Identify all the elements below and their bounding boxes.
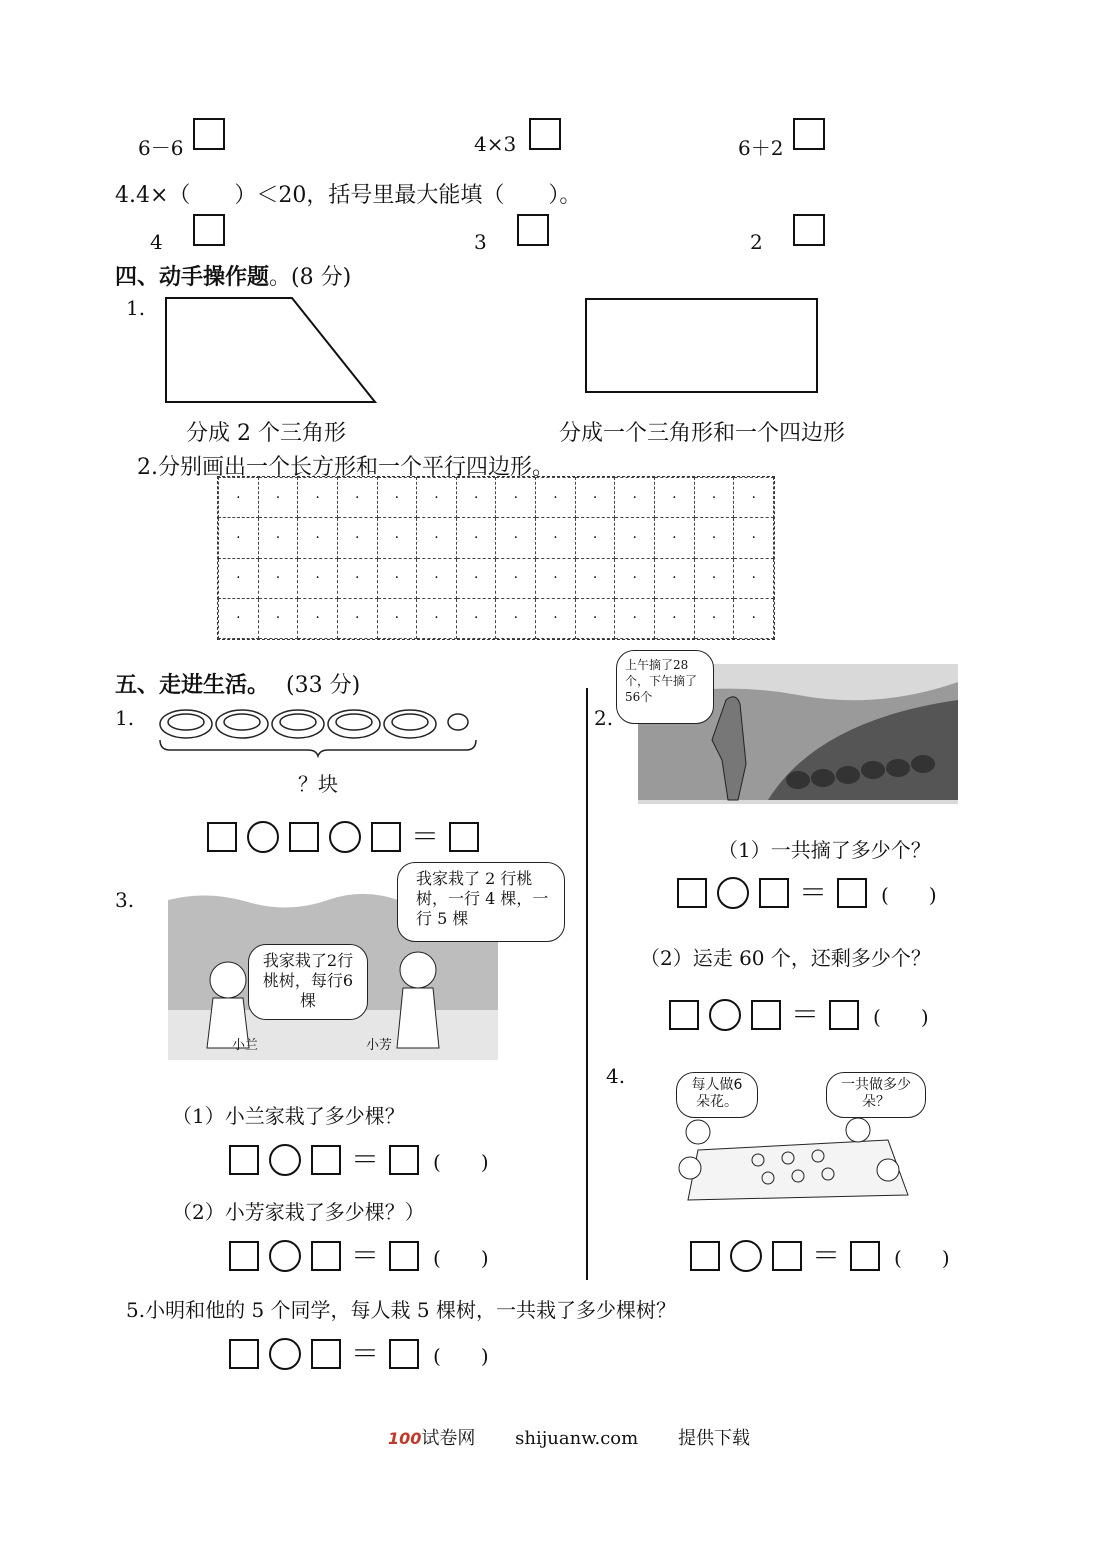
dot-grid-cell[interactable]: ·	[655, 478, 695, 518]
dot-grid-cell[interactable]: ·	[536, 598, 576, 638]
equals-sign: ＝	[812, 1239, 841, 1272]
answer-box[interactable]	[837, 878, 867, 908]
equation-s5-q3-2	[229, 1240, 489, 1272]
s5-q3-bubble-right: 我家栽了 2 行桃树，一行 4 棵，一行 5 棵	[397, 862, 565, 942]
s5-q4-bubble-right: 一共做多少朵？	[826, 1072, 926, 1118]
answer-box[interactable]	[759, 878, 789, 908]
dot-grid-cell[interactable]: ·	[258, 558, 298, 598]
answer-box[interactable]	[389, 1241, 419, 1271]
dot-grid-cell[interactable]: ·	[298, 598, 338, 638]
dot-grid-cell[interactable]: ·	[456, 558, 496, 598]
dot-grid-cell[interactable]: ·	[258, 518, 298, 558]
operator-circle[interactable]	[269, 1144, 301, 1176]
dot-grid-cell[interactable]: ·	[655, 558, 695, 598]
s5-q2-speech-bubble: 上午摘了28个，下午摘了56个	[616, 650, 714, 724]
dot-grid-cell[interactable]: ·	[694, 478, 734, 518]
dot-grid-cell[interactable]: ·	[734, 598, 774, 638]
footer-tail: 提供下载	[677, 1428, 750, 1449]
rectangle-shape[interactable]	[585, 298, 818, 393]
s4-q2-text: 2.分别画出一个长方形和一个平行四边形。	[137, 455, 554, 480]
answer-box[interactable]	[229, 1339, 259, 1369]
dot-grid-row	[219, 478, 774, 518]
equals-sign: ＝	[351, 1337, 380, 1370]
operator-circle[interactable]	[730, 1240, 762, 1272]
s5-q3-sub1: （1）小兰家栽了多少棵？	[172, 1104, 405, 1128]
equals-sign: ＝	[791, 998, 820, 1031]
dot-grid-cell[interactable]: ·	[575, 598, 615, 638]
answer-box[interactable]	[690, 1241, 720, 1271]
operator-circle[interactable]	[717, 877, 749, 909]
answer-box[interactable]	[751, 1000, 781, 1030]
dot-grid-cell[interactable]: ·	[377, 558, 417, 598]
answer-box[interactable]	[829, 1000, 859, 1030]
dot-grid-cell[interactable]: ·	[496, 478, 536, 518]
s4-q1-caption-left: 分成 2 个三角形	[186, 421, 346, 446]
dot-grid-cell[interactable]: ·	[615, 558, 655, 598]
answer-box[interactable]	[311, 1339, 341, 1369]
dot-grid-cell[interactable]: ·	[694, 558, 734, 598]
answer-box[interactable]	[772, 1241, 802, 1271]
section-5-title: 五、走进生活。	[115, 673, 270, 698]
s4-q1-caption-right: 分成一个三角形和一个四边形	[559, 421, 846, 446]
question-4: 4.4×（ ）＜20，括号里最大能填（ ）。	[115, 183, 582, 208]
unit-paren[interactable]: ( )	[894, 1245, 950, 1270]
dot-grid-cell[interactable]: ·	[456, 598, 496, 638]
dot-grid-cell[interactable]: ·	[575, 558, 615, 598]
answer-box[interactable]	[207, 822, 237, 852]
answer-box[interactable]	[389, 1145, 419, 1175]
dot-grid[interactable]	[217, 476, 775, 640]
footer	[388, 1424, 750, 1450]
equation-s5-q4	[690, 1240, 950, 1272]
equals-sign: ＝	[411, 820, 440, 853]
dot-grid-row	[219, 598, 774, 638]
dot-grid-cell[interactable]: ·	[298, 558, 338, 598]
dot-grid-cell[interactable]: ·	[337, 518, 377, 558]
answer-box[interactable]	[193, 118, 225, 150]
answer-box[interactable]	[229, 1145, 259, 1175]
dot-grid-cell[interactable]: ·	[456, 478, 496, 518]
unit-paren[interactable]: ( )	[873, 1004, 929, 1029]
s5-q3-bubble-left: 我家栽了2行桃树，每行6棵	[248, 944, 368, 1020]
dot-grid-cell[interactable]: ·	[258, 478, 298, 518]
s5-q2-sub1: （1）一共摘了多少个？	[718, 838, 931, 862]
footer-url[interactable]: shijuanw.com	[515, 1428, 639, 1449]
answer-box[interactable]	[529, 118, 561, 150]
section-4-title: 四、动手操作题	[115, 265, 270, 290]
operator-circle[interactable]	[709, 999, 741, 1031]
expr-6-6: 6－6	[138, 136, 184, 160]
answer-box[interactable]	[669, 1000, 699, 1030]
s5-q4-bubble-left: 每人做6朵花。	[676, 1072, 758, 1118]
dot-grid-row	[219, 558, 774, 598]
dot-grid-cell[interactable]: ·	[337, 478, 377, 518]
unit-paren[interactable]: ( )	[433, 1343, 489, 1368]
expr-6+2: 6＋2	[738, 136, 784, 160]
biscuit-plates-image	[158, 706, 478, 758]
dot-grid-cell[interactable]: ·	[258, 598, 298, 638]
dot-grid-cell[interactable]: ·	[496, 518, 536, 558]
answer-box[interactable]	[793, 118, 825, 150]
option-box[interactable]	[193, 214, 225, 246]
dot-grid-cell[interactable]: ·	[694, 598, 734, 638]
equation-s5-q5	[229, 1338, 489, 1370]
unit-paren[interactable]: ( )	[881, 882, 937, 907]
s5-q3-sub2: （2）小芳家栽了多少棵？）	[172, 1200, 425, 1224]
dot-grid-cell[interactable]: ·	[496, 598, 536, 638]
operator-circle[interactable]	[269, 1338, 301, 1370]
name-right: 小芳	[366, 1038, 393, 1053]
option-3: 3	[474, 230, 487, 254]
answer-box[interactable]	[449, 822, 479, 852]
section-5-heading	[115, 668, 360, 699]
dot-grid-cell[interactable]: ·	[417, 598, 457, 638]
dot-grid-cell[interactable]: ·	[337, 598, 377, 638]
operator-circle[interactable]	[329, 821, 361, 853]
dot-grid-cell[interactable]: ·	[377, 598, 417, 638]
dot-grid-row	[219, 518, 774, 558]
equals-sign: ＝	[799, 876, 828, 909]
footer-site-name: 试卷网	[421, 1428, 476, 1449]
unit-paren[interactable]: ( )	[433, 1245, 489, 1270]
dot-grid-cell[interactable]: ·	[456, 518, 496, 558]
equation-s5-q1	[207, 821, 479, 853]
section-4-score: 。(8 分)	[269, 265, 352, 290]
dot-grid-cell[interactable]: ·	[417, 478, 457, 518]
option-box[interactable]	[517, 214, 549, 246]
s5-q5-text: 5.小明和他的 5 个同学，每人栽 5 棵树，一共栽了多少棵树？	[126, 1298, 676, 1322]
dot-grid-cell[interactable]: ·	[536, 478, 576, 518]
answer-box[interactable]	[677, 878, 707, 908]
dot-grid-cell[interactable]: ·	[337, 558, 377, 598]
dot-grid-cell[interactable]: ·	[734, 558, 774, 598]
s4-q1-number: 1.	[126, 296, 146, 320]
dot-grid-cell[interactable]: ·	[575, 518, 615, 558]
dot-grid-table	[218, 477, 774, 639]
dot-grid-cell[interactable]: ·	[417, 558, 457, 598]
dot-grid-cell[interactable]: ·	[417, 518, 457, 558]
dot-grid-cell[interactable]: ·	[219, 478, 259, 518]
dot-grid-cell[interactable]: ·	[694, 518, 734, 558]
dot-grid-cell[interactable]: ·	[219, 558, 259, 598]
s5-q1-number: 1.	[115, 706, 135, 730]
answer-box[interactable]	[311, 1145, 341, 1175]
answer-box[interactable]	[371, 822, 401, 852]
equation-s5-q2-1	[677, 877, 937, 909]
dot-grid-cell[interactable]: ·	[377, 518, 417, 558]
s5-q3-number: 3.	[115, 888, 135, 912]
answer-box[interactable]	[850, 1241, 880, 1271]
option-box[interactable]	[793, 214, 825, 246]
dot-grid-cell[interactable]: ·	[615, 518, 655, 558]
s5-q2-sub2: （2）运走 60 个，还剩多少个？	[640, 946, 931, 970]
dot-grid-cell[interactable]: ·	[575, 478, 615, 518]
s5-q1-caption: ？块	[298, 772, 338, 796]
dot-grid-cell[interactable]: ·	[298, 518, 338, 558]
footer-logo: 100	[388, 1429, 422, 1448]
dot-grid-cell[interactable]: ·	[298, 478, 338, 518]
name-left: 小兰	[232, 1038, 259, 1053]
dot-grid-cell[interactable]: ·	[219, 518, 259, 558]
operator-circle[interactable]	[247, 821, 279, 853]
dot-grid-cell[interactable]: ·	[734, 518, 774, 558]
expr-4x3: 4×3	[474, 132, 517, 156]
section-4-heading	[115, 260, 351, 291]
dot-grid-cell[interactable]: ·	[496, 558, 536, 598]
flower-making-image	[668, 1110, 918, 1206]
dot-grid-cell[interactable]: ·	[655, 518, 695, 558]
answer-box[interactable]	[229, 1241, 259, 1271]
equation-s5-q3-1	[229, 1144, 489, 1176]
dot-grid-cell[interactable]: ·	[536, 558, 576, 598]
answer-box[interactable]	[289, 822, 319, 852]
equation-s5-q2-2	[669, 999, 929, 1031]
dot-grid-cell[interactable]: ·	[536, 518, 576, 558]
dot-grid-cell[interactable]: ·	[615, 478, 655, 518]
column-divider	[586, 688, 588, 1280]
answer-box[interactable]	[389, 1339, 419, 1369]
operator-circle[interactable]	[269, 1240, 301, 1272]
dot-grid-cell[interactable]: ·	[655, 598, 695, 638]
dot-grid-cell[interactable]: ·	[377, 478, 417, 518]
dot-grid-cell[interactable]: ·	[734, 478, 774, 518]
answer-box[interactable]	[311, 1241, 341, 1271]
trapezoid-shape[interactable]	[160, 292, 385, 408]
equals-sign: ＝	[351, 1239, 380, 1272]
dot-grid-cell[interactable]: ·	[219, 598, 259, 638]
equals-sign: ＝	[351, 1143, 380, 1176]
unit-paren[interactable]: ( )	[433, 1149, 489, 1174]
section-5-score: (33 分)	[286, 673, 361, 698]
option-2: 2	[750, 230, 763, 254]
option-4: 4	[150, 230, 163, 254]
dot-grid-cell[interactable]: ·	[615, 598, 655, 638]
s5-q2-number: 2.	[594, 706, 614, 730]
s5-q4-number: 4.	[606, 1064, 626, 1088]
